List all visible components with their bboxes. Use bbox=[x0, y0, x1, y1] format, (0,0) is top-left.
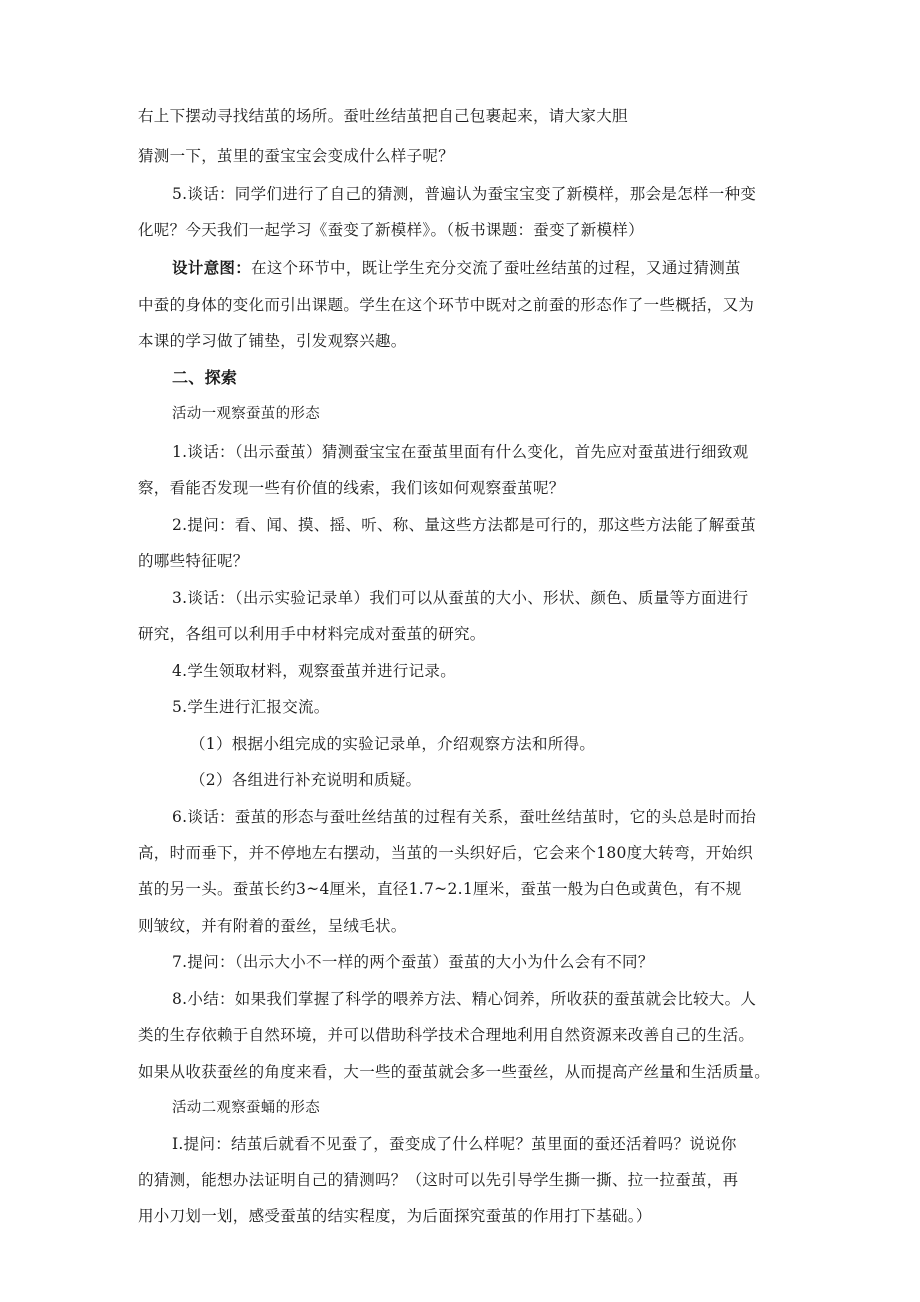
paragraph-line: 5.学生进行汇报交流。 bbox=[172, 698, 330, 716]
paragraph-line: 如果从收获蚕丝的角度来看，大一些的蚕茧就会多一些蚕丝，从而提高产丝量和生活质量。 bbox=[138, 1063, 771, 1081]
paragraph-line: 本课的学习做了铺垫，引发观察兴趣。 bbox=[138, 332, 407, 350]
paragraph-line: 类的生存依赖于自然环境，并可以借助科学技术合理地利用自然资源来改善自己的生活。 bbox=[138, 1026, 755, 1044]
paragraph-line: 8.小结：如果我们掌握了科学的喂养方法、精心饲养，所收获的蚕茧就会比较大。人 bbox=[172, 990, 757, 1008]
design-intent-text: 在这个环节中，既让学生充分交流了蚕吐丝结茧的过程，又通过猜测茧 bbox=[251, 259, 741, 277]
paragraph-line: 右上下摆动寻找结茧的场所。蚕吐丝结茧把自己包裹起来，请大家大胆 bbox=[138, 107, 628, 125]
paragraph-line: 2.提问：看、闻、摸、摇、听、称、量这些方法都是可行的，那这些方法能了解蚕茧 bbox=[172, 516, 757, 534]
paragraph-line: 高，时而垂下，并不停地左右摆动，当茧的一头织好后，它会来个180度大转弯，开始织 bbox=[138, 844, 754, 862]
paragraph-line: 7.提问：（出示大小不一样的两个蚕茧）蚕茧的大小为什么会有不同？ bbox=[172, 953, 654, 971]
paragraph-line: 5.谈话：同学们进行了自己的猜测，普遍认为蚕宝宝变了新模样，那会是怎样一种变 bbox=[172, 185, 757, 203]
paragraph-line: 研究，各组可以利用手中材料完成对蚕茧的研究。 bbox=[138, 625, 486, 643]
design-intent-line bbox=[172, 258, 741, 278]
paragraph-line: 1.谈话：（出示蚕茧）猜测蚕宝宝在蚕茧里面有什么变化，首先应对蚕茧进行细致观 bbox=[172, 443, 749, 461]
paragraph-line: 用小刀划一划，感受蚕茧的结实程度，为后面探究蚕茧的作用打下基础。） bbox=[138, 1207, 652, 1225]
paragraph-line: 猜测一下，茧里的蚕宝宝会变成什么样子呢？ bbox=[138, 147, 455, 165]
paragraph-line: 6.谈话：蚕茧的形态与蚕吐丝结茧的过程有关系，蚕吐丝结茧时，它的头总是时而抬 bbox=[172, 808, 757, 826]
paragraph-line: 茧的另一头。蚕茧长约3~4厘米，直径1.7~2.1厘米，蚕茧一般为白色或黄色，有不规 bbox=[138, 880, 742, 898]
activity-title: 活动一观察蚕茧的形态 bbox=[172, 406, 320, 422]
paragraph-line: 化呢？今天我们一起学习《蚕变了新模样》。（板书课题：蚕变了新模样） bbox=[138, 221, 644, 239]
paragraph-line: （1）根据小组完成的实验记录单，介绍观察方法和所得。 bbox=[190, 735, 596, 753]
section-heading: 二、探索 bbox=[172, 368, 238, 387]
paragraph-line: 中蚕的身体的变化而引出课题。学生在这个环节中既对之前蚕的形态作了一些概括，又为 bbox=[138, 296, 755, 314]
paragraph-line: 的猜测，能想办法证明自己的猜测吗？（这时可以先引导学生撕一撕、拉一拉蚕茧，再 bbox=[138, 1171, 739, 1189]
paragraph-line: （2）各组进行补充说明和质疑。 bbox=[190, 771, 422, 789]
activity-title: 活动二观察蚕蛹的形态 bbox=[172, 1100, 320, 1116]
paragraph-line: 的哪些特征呢？ bbox=[138, 552, 249, 570]
paragraph-line: 3.谈话：（出示实验记录单）我们可以从蚕茧的大小、形状、颜色、质量等方面进行 bbox=[172, 589, 749, 607]
paragraph-line: I.提问：结茧后就看不见蚕了，蚕变成了什么样呢？茧里面的蚕还活着吗？说说你 bbox=[172, 1135, 737, 1153]
paragraph-line: 4.学生领取材料，观察蚕茧并进行记录。 bbox=[172, 662, 456, 680]
design-intent-label: 设计意图： bbox=[172, 259, 252, 277]
paragraph-line: 则皱纹，并有附着的蚕丝，呈绒毛状。 bbox=[138, 917, 407, 935]
paragraph-line: 察，看能否发现一些有价值的线索，我们该如何观察蚕茧呢？ bbox=[138, 479, 565, 497]
